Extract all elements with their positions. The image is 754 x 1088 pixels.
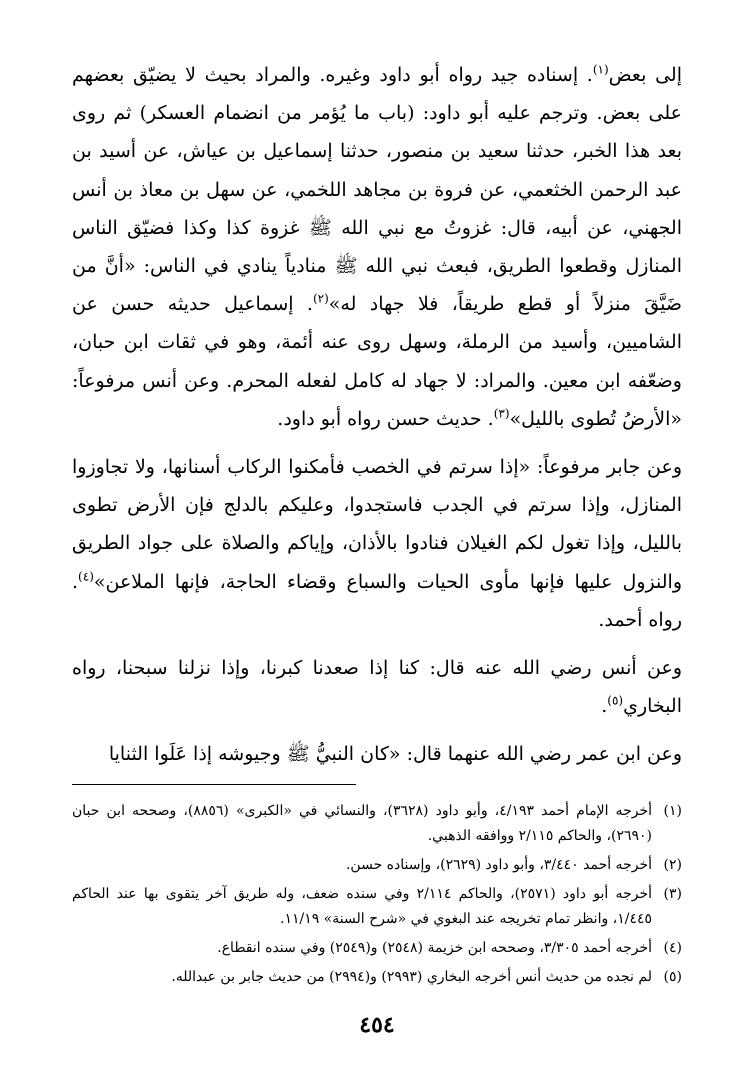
paragraph-text: . xyxy=(601,695,608,718)
footnote-separator xyxy=(72,784,356,785)
paragraph xyxy=(72,735,682,773)
footnote xyxy=(72,965,682,990)
footnote-text: أخرجه أبو داود (٢٥٧١)، والحاكم ٢/١١٤ وفي سنده ضعف، وله طريق آخر يتقوى بها عند الحاكم ١/٤٤٥، وانظر تمام تخريجه عند البغوي في «شرح السنة» ١١/١٩. xyxy=(72,885,652,927)
paragraph xyxy=(72,448,682,639)
paragraph-text: . إسماعيل حديثه حسن عن الشاميين، وأسيد من الرملة، وسهل روى عنه أئمة، وهو في ثقات ابن حبان، وضعّفه ابن معين. والمراد: لا جهاد له كامل لفعله المحرم. وعن أنس مرفوعاً: «الأرضُ تُطوى بالليل» xyxy=(72,293,682,430)
footnote xyxy=(72,882,682,932)
footnote-number: (١) xyxy=(663,802,682,819)
footnote-number: (٢) xyxy=(663,856,682,873)
paragraph-text: إلى بعض xyxy=(608,64,682,86)
footnote-text: أخرجه الإمام أحمد ٤/١٩٣، وأبو داود (٣٦٢٨)، والنسائي في «الكبرى» (٨٨٥٦)، وصححه ابن حبان (٢٦٩٠)، والحاكم ٢/١١٥ ووافقه الذهبي. xyxy=(72,802,652,844)
footnote-marker: (٣) xyxy=(493,406,510,421)
footnote-number: (٤) xyxy=(663,939,682,956)
footnote-number: (٣) xyxy=(663,885,682,902)
paragraph-text: وعن جابر مرفوعاً: «إذا سرتم في الخصب فأمكنوا الركاب أسنانها، ولا تجاوزوا المنازل، وإذا سرتم في الجدب فاستجدوا، وعليكم بالدلج فإن الأرض تطوى بالليل، وإذا تغول لكم الغيلان فنادوا بالأذان، وإياكم والصلاة على جواد الطريق والنزول عليها فإنها مأوى الحيات والسباع وقضاء الحاجة، فإنها الملاعن» xyxy=(72,456,682,593)
paragraph xyxy=(72,649,682,725)
paragraph xyxy=(72,56,682,438)
footnote-marker: (٥) xyxy=(607,693,624,708)
footnote-number: (٥) xyxy=(663,968,682,985)
footnote xyxy=(72,936,682,961)
footnote-text: أخرجه أحمد ٣/٤٤٠، وأبو داود (٢٦٢٩)، وإسناده حسن. xyxy=(345,856,652,873)
paragraph-text: وعن ابن عمر رضي الله عنهما قال: «كان النبيُّ ﷺ وجيوشه إذا عَلَوا الثنايا xyxy=(108,743,682,766)
footnote-text: أخرجه أحمد ٣/٣٠٥، وصححه ابن خزيمة (٢٥٤٨) و(٢٥٤٩) وفي سنده انقطاع. xyxy=(217,939,652,956)
page-number: ٤٥٤ xyxy=(359,1012,395,1038)
footnote-marker: (٢) xyxy=(312,291,329,306)
footnote xyxy=(72,853,682,878)
body-text xyxy=(72,56,682,774)
paragraph-text: . رواه أحمد. xyxy=(72,570,682,631)
footnote-text: لم نجده من حديث أنس أخرجه البخاري (٢٩٩٣) و(٢٩٩٤) من حديث جابر بن عبدالله. xyxy=(171,968,652,985)
footnotes xyxy=(72,799,682,990)
footnote xyxy=(72,799,682,849)
paragraph-text: وعن أنس رضي الله عنه قال: كنا إذا صعدنا كبرنا، وإذا نزلنا سبحنا، رواه البخاري xyxy=(72,657,682,718)
footnote-marker: (٤) xyxy=(78,569,94,584)
footnote-marker: (١) xyxy=(592,62,609,77)
paragraph-text: . إسناده جيد رواه أبو داود وغيره. والمراد بحيث لا يضيّق بعضهم على بعض. وترجم عليه أبو داود: (باب ما يُؤمر من انضمام العسكر) ثم روى بعد هذا الخبر، حدثنا سعيد بن منصور، حدثنا إسماعيل بن عياش، عن أسيد بن عبد الرحمن الخثعمي، عن فروة بن مجاهد اللخمي، عن سهل بن معاذ بن أنس الجهني، عن أبيه، قال: غزوتُ مع نبي الله ﷺ غزوة كذا وكذا فضيّق الناس المنازل وقطعوا الطريق، فبعث نبي الله ﷺ منادياً ينادي في الناس: «أنَّ من ضَيَّقَ منزلاً أو قطع طريقاً، فلا جهاد له» xyxy=(72,64,682,316)
paragraph-text: . حديث حسن رواه أبو داود. xyxy=(277,407,494,430)
